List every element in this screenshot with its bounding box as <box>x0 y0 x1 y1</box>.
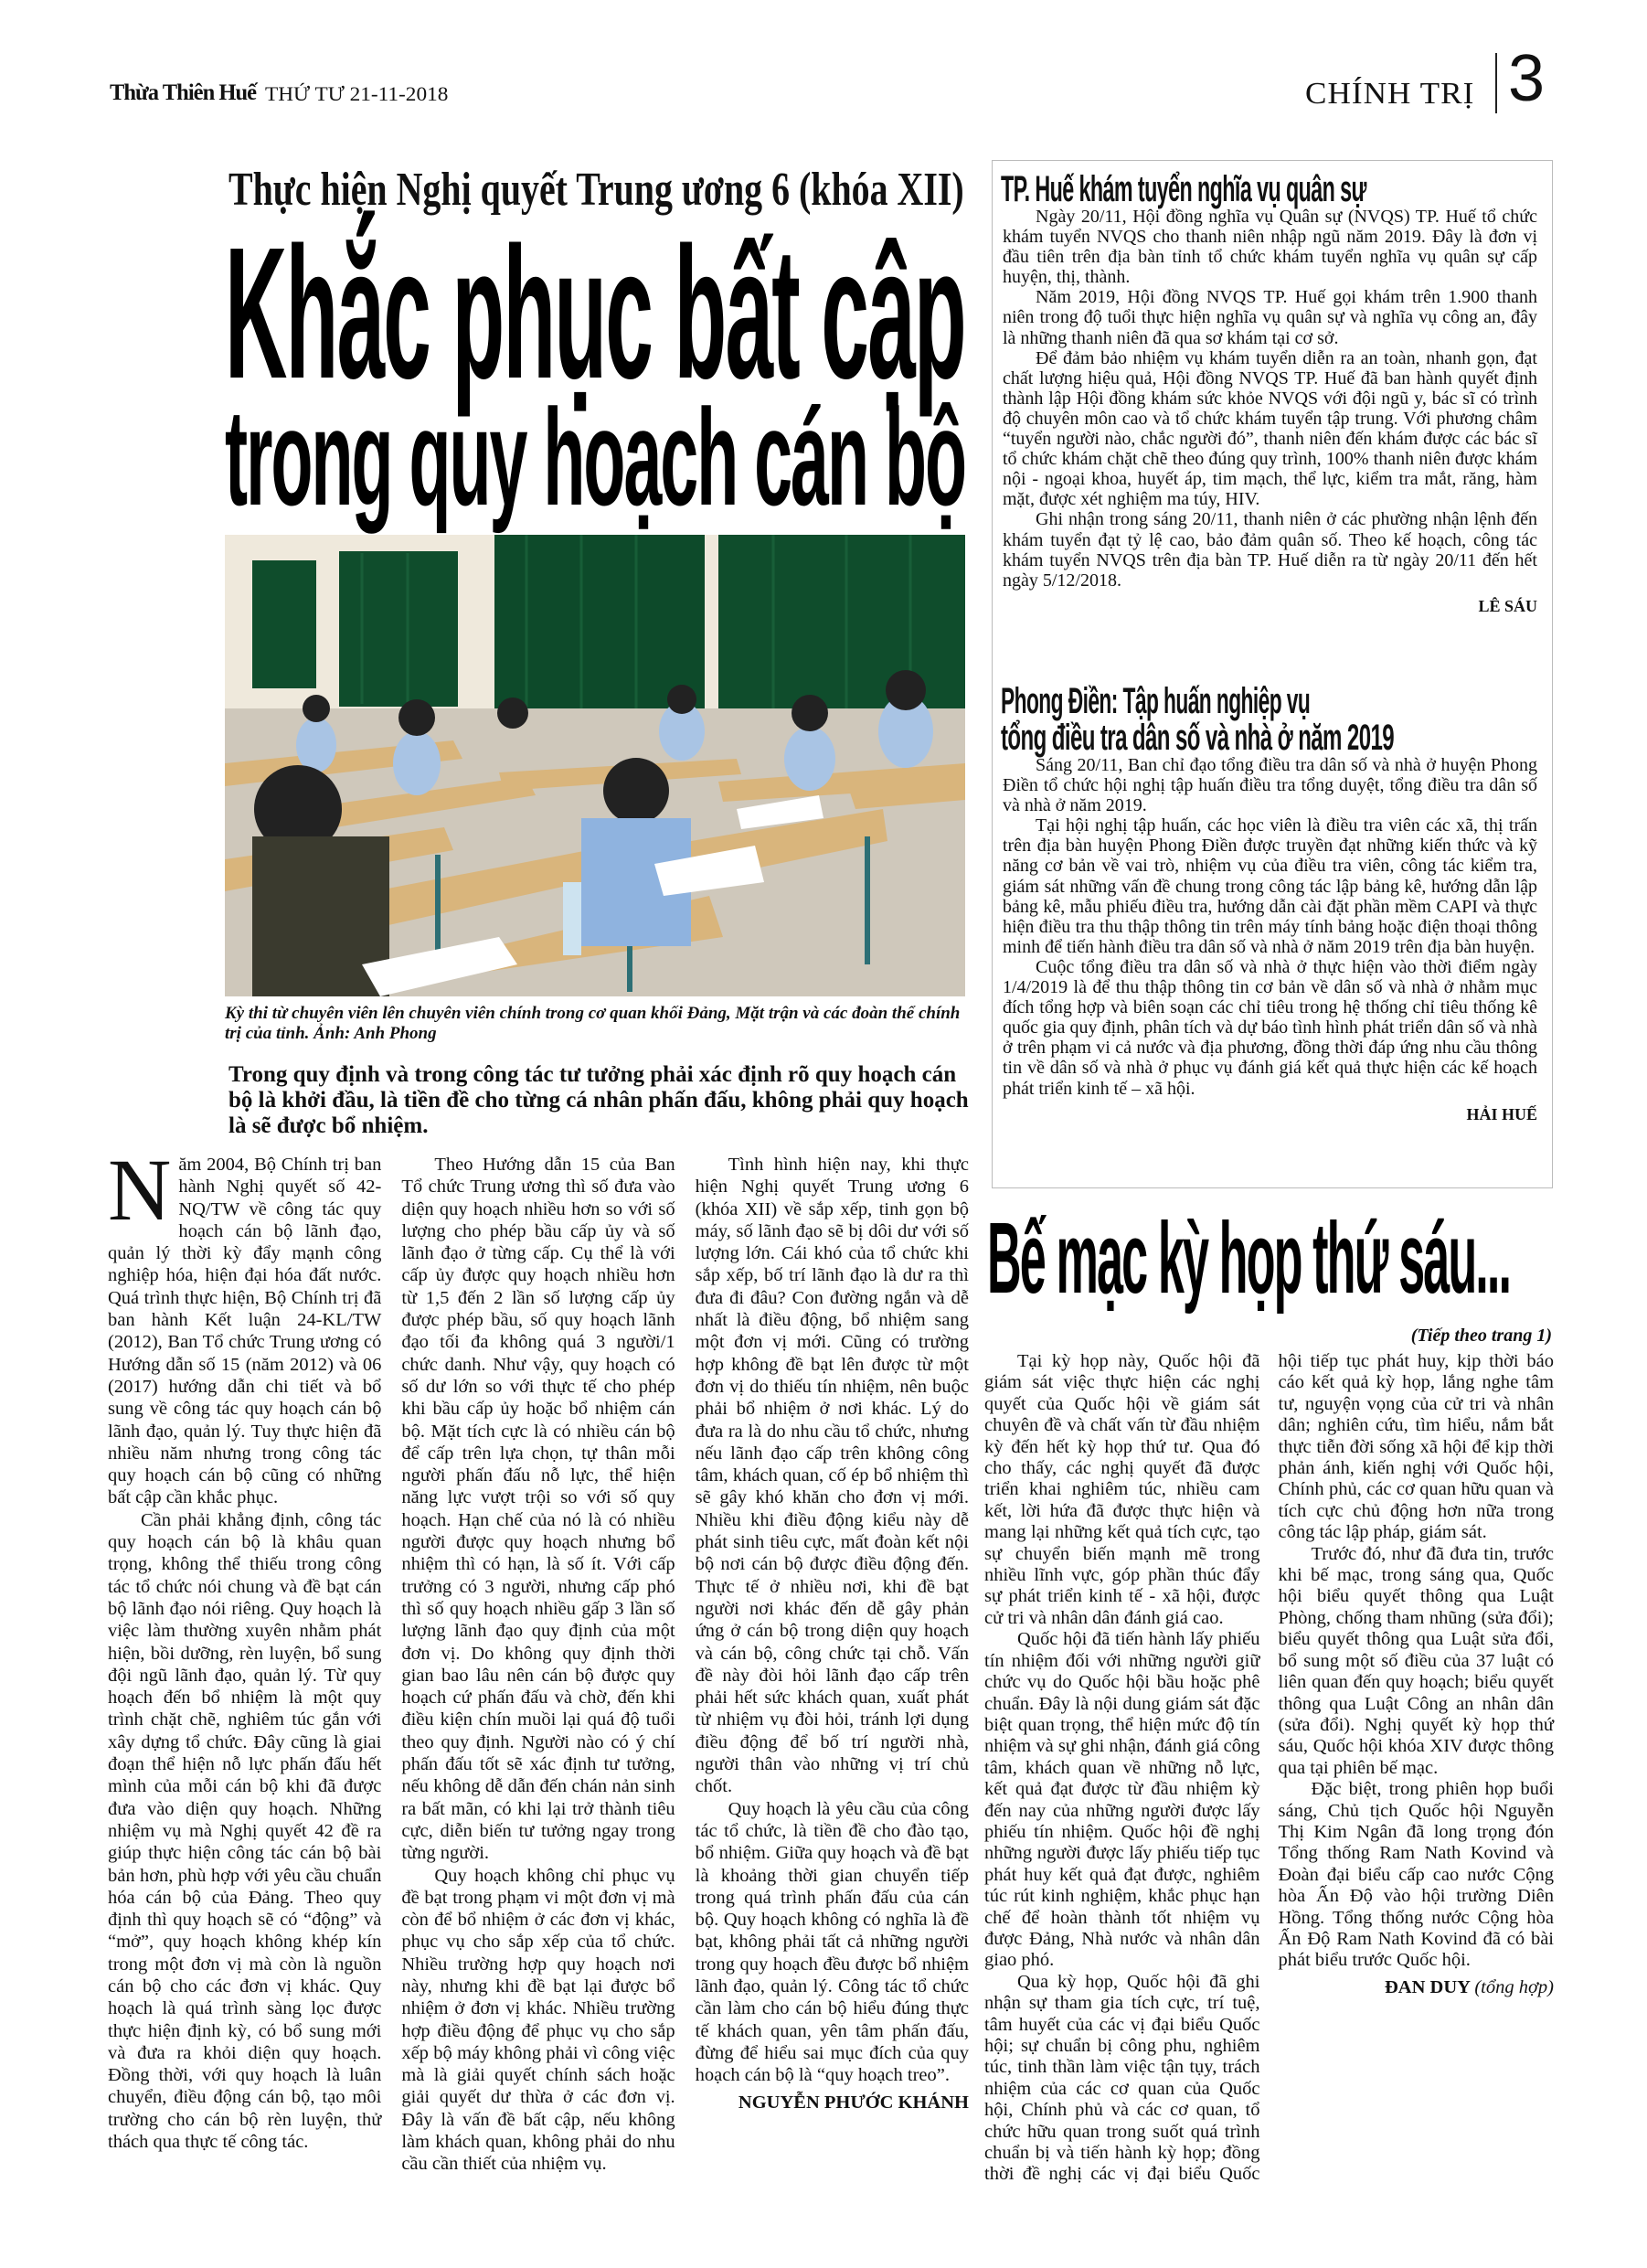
author-byline: HẢI HUẾ <box>1466 1104 1537 1123</box>
issue-date <box>265 82 449 106</box>
paragraph: Đặc biệt, trong phiên họp buổi sáng, Chủ tịch Quốc hội Nguyễn Thị Kim Ngân đã long trọng đón Tổng thống Ram Nath Kovind và Đoàn đại biểu cấp cao nước Cộng hòa Ấn Độ vào hội trường Diên Hồng. Tổng thống nước Cộng hòa Ấn Độ Ram Nath Kovind đã có bài phát biểu trước Quốc hội. <box>1278 1779 1554 1971</box>
paragraph: Qua kỳ họp, Quốc hội đã ghi nhận sự tham gia tích cực, trí tuệ, tâm huyết của các vị đại biểu Quốc hội; sự chuẩn bị công phu, nghiêm túc, tinh thần làm việc tận tụy, trách nhiệm của các cơ quan của Quốc hội, Chính phủ và các cơ quan, tổ chức hữu quan trong suốt quá trình chuẩn bị và tiến hành kỳ họp; đồng thời đề nghị các vị đại biểu Quốc hội tiếp tục phát huy, kịp thời báo cáo kết quả kỳ họp, lắng nghe tâm tư, nguyện vọng của cử tri và nhân dân; nghiên cứu, tìm hiểu, nắm bắt thực tiễn đời sống xã hội để kịp thời phản ánh, kiến nghị với Quốc hội, Chính phủ, các cơ quan hữu quan và tích cực chủ động hơn nữa trong công tác lập pháp, giám sát. <box>984 1351 1554 2185</box>
photo-caption: Kỳ thi từ chuyên viên lên chuyên viên chính trong cơ quan khối Đảng, Mặt trận và các đoàn thể chính trị của tỉnh. Ảnh: Anh Phong <box>225 1004 961 1043</box>
paragraph: Quy hoạch là yêu cầu của công tác tổ chức, là tiền đề cho đào tạo, bổ nhiệm. Giữa quy hoạch và đề bạt là khoảng thời gian chuyển tiếp trong quá trình phấn đấu của cán bộ. Quy hoạch không có nghĩa là đề bạt, không phải tất cả những người trong quy hoạch đều được bổ nhiệm lãnh đạo, quản lý. Công tác tổ chức cần làm cho cán bộ hiểu đúng thực tế khách quan, yên tâm phấn đấu, đừng để hiểu sai mục đích của quy hoạch cán bộ là “quy hoạch treo”. <box>695 1798 969 2086</box>
author-note: (tổng hợp) <box>1474 1976 1554 1997</box>
brief-title-2-line-2 <box>1001 719 1647 757</box>
paragraph: Để đảm bảo nhiệm vụ khám tuyển diễn ra an toàn, nhanh gọn, đạt chất lượng hiệu quả, Hội đồng NVQS TP. Huế đã ban hành quyết định thành lập Hội đồng khám sức khỏe NVQS với đội ngũ y, bác sĩ có trình độ chuyên môn cao và tổ chức khám tuyển tập trung. Với phương châm “tuyển người nào, chắc người đó”, thanh niên đến khám được các bác sĩ tổ chức khám chặt chẽ theo đúng quy trình, 100% thanh niên được khám nội - ngoại khoa, huyết áp, tim mạch, thể lực, kiểm tra mắt, răng, hàm mặt, được xét nghiệm ma túy, HIV. <box>1003 347 1537 510</box>
article-lead: Trong quy định và trong công tác tư tưởng phải xác định rõ quy hoạch cán bộ là khởi đầu, là tiền đề cho từng cá nhân phấn đấu, không phải quy hoạch là sẽ được bổ nhiệm. <box>228 1062 969 1138</box>
brief-title-1 <box>1001 170 1629 208</box>
paragraph: Ngày 20/11, Hội đồng nghĩa vụ Quân sự (NVQS) TP. Huế tổ chức khám tuyển NVQS cho thanh niên nhập ngũ năm 2019. Đây là đơn vị đầu tiên trên địa bàn tỉnh tổ chức khám tuyển nghĩa vụ quân sự cấp huyện, thị, thành. <box>1003 207 1537 288</box>
kicker-text: Thực hiện Nghị quyết Trung ương 6 (khóa XII) <box>228 164 964 216</box>
headline-text: trong quy hoạch cán bộ <box>225 380 966 534</box>
header-divider <box>1495 53 1497 113</box>
paragraph: Trước đó, như đã đưa tin, trước khi bế mạc, trong sáng qua, Quốc hội biểu quyết thông qua Luật Phòng, chống tham nhũng (sửa đổi); biểu quyết thông qua Luật sửa đổi, bổ sung một số điều của 37 luật có liên quan đến quy hoạch; biểu quyết thông qua Luật Công an nhân dân (sửa đổi). Nghị quyết kỳ họp thứ sáu, Quốc hội khóa XIV được thông qua tại phiên bế mạc. <box>1278 1543 1554 1778</box>
closing-headline <box>987 1202 1647 1315</box>
author-byline: LÊ SÁU <box>1478 596 1537 615</box>
paragraph: Cần phải khẳng định, công tác quy hoạch cán bộ là khâu quan trọng, không thể thiếu trong công tác tổ chức nói chung và đề bạt cán bộ lãnh đạo nói riêng. Quy hoạch là việc làm thường xuyên nhằm phát hiện, bồi dưỡng, rèn luyện, bổ sung đội ngũ lãnh đạo, quản lý. Từ quy hoạch đến bổ nhiệm là một quy trình chặt chẽ, nghiêm túc gắn với xây dựng tổ chức. Đây cũng là giai đoạn thể hiện nỗ lực phấn đấu hết mình của mỗi cán bộ khi đã được đưa vào diện quy hoạch. Những nhiệm vụ mà Nghị quyết 42 đề ra giúp thực hiện công tác cán bộ bài bản hơn, phù hợp với yêu cầu chuẩn hóa cán bộ của Đảng. Theo quy định thì quy hoạch sẽ có “động” và “mở”, quy hoạch không khép kín trong một đơn vị mà còn là nguồn cán bộ cho các đơn vị khác. Quy hoạch là quá trình sàng lọc được thực hiện định kỳ, có bổ sung mới và đưa ra khỏi diện quy hoạch. Đồng thời, với quy hoạch là luân chuyển, điều động cán bộ, tạo môi trường cho cán bộ rèn luyện, thử thách qua thực tế công tác. <box>108 1509 382 2153</box>
main-article-body <box>108 1141 969 2185</box>
brief-body-2 <box>1003 755 1537 1124</box>
article-photo <box>225 535 965 996</box>
paragraph: Ghi nhận trong sáng 20/11, thanh niên ở các phường nhận lệnh đến khám tuyển đạt tỷ lệ cao, bảo đảm quân số. Theo kế hoạch, công tác khám tuyển NVQS trên địa bàn TP. Huế diễn ra từ ngày 20/11 đến hết ngày 5/12/2018. <box>1003 509 1537 591</box>
headline-text: Khắc phục bất cập <box>225 208 965 418</box>
exam-room-photo <box>225 535 965 996</box>
paragraph: Quốc hội đã tiến hành lấy phiếu tín nhiệm đối với những người giữ chức vụ do Quốc hội bầu hoặc phê chuẩn. Đây là nội dung giám sát đặc biệt quan trọng, thể hiện mức độ tín nhiệm và sự ghi nhận, đánh giá công tâm, khách quan về những nỗ lực, kết quả đạt được từ đầu nhiệm kỳ đến nay của những người được lấy phiếu tín nhiệm. Quốc hội đề nghị những người được lấy phiếu tiếp tục phát huy kết quả đạt được, nghiêm túc rút kinh nghiệm, khắc phục hạn chế để hoàn thành tốt nhiệm vụ được Đảng, Nhà nước và nhân dân giao phó. <box>984 1629 1260 1971</box>
paragraph: Sáng 20/11, Ban chỉ đạo tổng điều tra dân số và nhà ở huyện Phong Điền tổ chức hội nghị tập huấn điều tra tổng duyệt, tổng điều tra dân số và nhà ở năm 2019. <box>1003 755 1537 816</box>
continued-from: (Tiếp theo trang 1) <box>1410 1326 1552 1346</box>
headline-text: Bế mạc kỳ họp thứ sáu... <box>987 1202 1511 1315</box>
author-name: ĐAN DUY <box>1385 1976 1471 1997</box>
paragraph: Cuộc tổng điều tra dân số và nhà ở thực hiện vào thời điểm ngày 1/4/2019 là để thu thập thông tin cơ bản về dân số và nhà ở nhằm mục đích tổng hợp và biên soạn các chỉ tiêu trong hệ thống chỉ tiêu thống kê quốc gia quy định, phân tích và dự báo tình hình phát triển dân số và nhà ở trên phạm vi cả nước và địa phương, đồng thời đáp ứng nhu cầu thông tin về dân số và nhà ở phục vụ đánh giá kết quả thực hiện các kế hoạch phát triển kinh tế – xã hội. <box>1003 956 1537 1099</box>
section-name <box>1305 77 1475 112</box>
title-text: TP. Huế khám tuyển nghĩa vụ quân sự <box>1001 169 1366 209</box>
author-byline: NGUYỄN PHƯỚC KHÁNH <box>738 2092 969 2114</box>
page-number: 3 <box>1508 42 1546 115</box>
paragraph <box>108 1141 382 1509</box>
brief-title-2-line-1 <box>1001 682 1544 720</box>
author-byline <box>1279 1977 1555 1998</box>
section-text: CHÍNH TRỊ <box>1305 77 1475 111</box>
title-text: Phong Điền: Tập huấn nghiệp vụ <box>1001 681 1311 721</box>
paragraph: Năm 2019, Hội đồng NVQS TP. Huế gọi khám trên 1.900 thanh niên trong độ tuổi thực hiện nghĩa vụ quân sự và nghĩa vụ công an, đây là những thanh niên đã qua sơ khám tại cơ sở. <box>1003 287 1537 348</box>
paragraph: Theo Hướng dẫn 15 của Ban Tổ chức Trung ương thì số đưa vào diện quy hoạch nhiều hơn so với số lượng cho phép bầu cấp ủy và số lãnh đạo ở từng cấp. Cụ thể là với cấp ủy được quy hoạch nhiều hơn từ 1,5 đến 2 lần số lượng cấp ủy được phép bầu, số quy hoạch lãnh đạo tối đa không quá 3 người/1 chức danh. Như vậy, quy hoạch có số dư lớn so với thực tế cho phép khi bầu cấp ủy hoặc bổ nhiệm cán bộ. Mặt tích cực là có nhiều cán bộ để cấp trên lựa chọn, tự thân mỗi người phấn đấu nỗ lực, thể hiện năng lực vượt trội so với số quy hoạch. Hạn chế của nó là có nhiều người được quy hoạch nhưng bổ nhiệm thì có hạn, là số ít. Với cấp trưởng có 3 người, nhưng cấp phó thì số quy hoạch nhiều gấp 3 lần số lượng lãnh đạo quy định của một đơn vị. Do không quy định thời gian bao lâu nên cán bộ được quy hoạch cứ phấn đấu và chờ, đến khi điều kiện chín muồi lại quá độ tuổi theo quy định. Người nào có ý chí phấn đấu tốt sẽ xác định tư tưởng, nếu không dễ dẫn đến chán nản sinh ra bất mãn, có khi lại trở thành tiêu cực, diễn biến tư tưởng ngay trong từng người. <box>401 1155 675 1864</box>
title-text: tổng điều tra dân số và nhà ở năm 2019 <box>1001 718 1395 758</box>
drop-cap: N <box>108 1141 172 1239</box>
paragraph: Tình hình hiện nay, khi thực hiện Nghị quyết Trung ương 6 (khóa XII) về sắp xếp, tinh gọn bộ máy, số lãnh đạo sẽ bị dôi dư với số lượng lớn. Cái khó của tổ chức khi sắp xếp, bố trí lãnh đạo là dư ra thì đưa đi đâu? Con đường ngắn và dễ nhất là điều động, bổ nhiệm sang một đơn vị mới. Cũng có trường hợp không đề bạt lên được từ một đơn vị do thiếu tín nhiệm, nên buộc phải bổ nhiệm ở nơi khác. Lý do đưa ra là do nhu cầu tổ chức, nhưng nếu lãnh đạo cấp trên không công tâm, khách quan, cố ép bổ nhiệm thì sẽ gây khó khăn cho đơn vị mới. Nhiều khi điều động kiểu này dễ phát sinh tiêu cực, mất đoàn kết nội bộ nơi cán bộ được điều động đến. Thực tế ở nhiều nơi, khi đề bạt người nơi khác đến dễ gây phản ứng ở cán bộ trong diện quy hoạch và cán bộ, công chức tại chỗ. Vấn đề này đòi hỏi lãnh đạo cấp trên phải hết sức khách quan, xuất phát từ nhiệm vụ đòi hỏi, tránh lợi dụng điều động để bố trí người nhà, người thân vào những vị trí chủ chốt. <box>695 1155 969 1797</box>
date-text: THỨ TƯ 21-11-2018 <box>265 82 449 105</box>
paragraph-text: ăm 2004, Bộ Chính trị ban hành Nghị quyết số 42- NQ/TW về công tác quy hoạch cán bộ lãnh đạo, quản lý thời kỳ đẩy mạnh công nghiệp hóa, hiện đại hóa đất nước. Quá trình thực hiện, Bộ Chính trị đã ban hành Kết luận 24-KL/TW (2012), Ban Tổ chức Trung ương có Hướng dẫn số 15 (năm 2012) và 06 (2017) hướng dẫn chi tiết và bổ sung về công tác quy hoạch cán bộ lãnh đạo, quản lý. Tuy thực hiện đã nhiều năm nhưng trong công tác quy hoạch cán bộ cũng có những bất cập cần khắc phục. <box>108 1155 382 1508</box>
paragraph: Tại hội nghị tập huấn, các học viên là điều tra viên các xã, thị trấn trên địa bàn huyện Phong Điền được truyền đạt những kiến thức và kỹ năng cơ bản về vai trò, nhiệm vụ của điều tra viên, công tác kiểm tra, giám sát những vấn đề chung trong công tác lập bảng kê, hướng dẫn lập bảng kê, mẫu phiếu điều tra, hướng dẫn cài đặt phần mềm CAPI và thực hiện điều tra thu thập thông tin trên máy tính bảng hoặc điện thoại thông minh để tiến hành điều tra dân số và nhà ở năm 2019 trên địa bàn huyện. <box>1003 815 1537 957</box>
brand-text: Thừa Thiên Huế <box>110 80 257 105</box>
paragraph: Quy hoạch không chỉ phục vụ đề bạt trong phạm vi một đơn vị mà còn để bổ nhiệm ở các đơn vị khác, phục vụ cho sắp xếp của tổ chức. Nhiều trường hợp quy hoạch nơi này, nhưng khi đề bạt lại được bổ nhiệm ở đơn vị khác. Nhiều trường hợp điều động để phục vụ cho sắp xếp bộ máy không phải vì công việc mà là giải quyết chính sách hoặc giải quyết dư thừa ở các đơn vị. Đây là vấn đề bất cập, nếu không làm khách quan, không phải do nhu cầu cần thiết của nhiệm vụ. <box>401 1865 675 2175</box>
paragraph: Tại kỳ họp này, Quốc hội đã giám sát việc thực hiện các nghị quyết của Quốc hội về giám sát chuyên đề và chất vấn từ đầu nhiệm kỳ đến hết kỳ họp thứ tư. Qua đó cho thấy, các nghị quyết đã được triển khai nghiêm túc, nhiều cam kết, lời hứa đã được thực hiện và mang lại những kết quả tích cực, tạo sự chuyển biến mạnh mẽ trong nhiều lĩnh vực, góp phần thúc đẩy sự phát triển kinh tế - xã hội, được cử tri và nhân dân đánh giá cao. <box>984 1351 1260 1628</box>
brief-body-1 <box>1003 207 1537 616</box>
newspaper-brand <box>110 80 259 106</box>
closing-article-body <box>984 1351 1554 2192</box>
